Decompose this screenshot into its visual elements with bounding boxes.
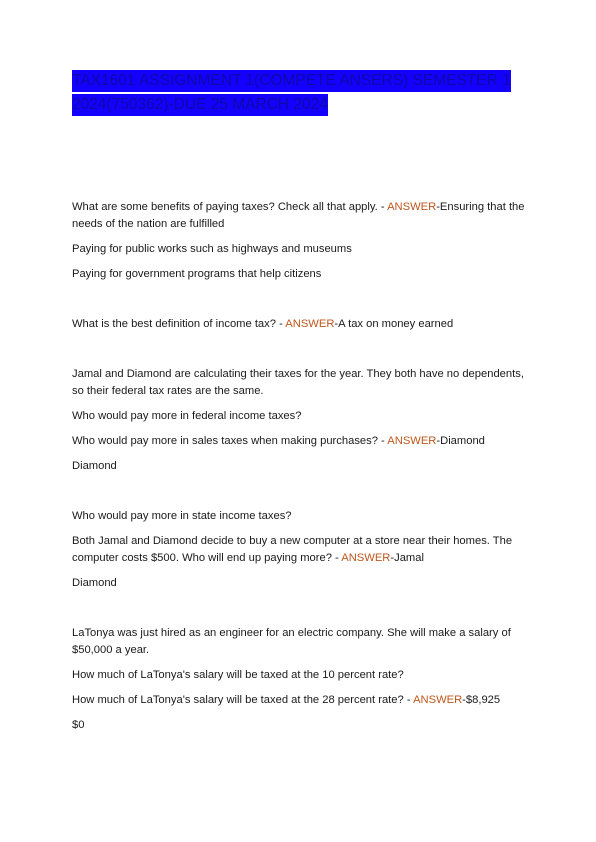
question-3-context: Jamal and Diamond are calculating their taxes for the year. They both have no dependents, so their federal tax rates are the same. <box>72 368 524 397</box>
question-1: What are some benefits of paying taxes? Check all that apply. - ANSWER-Ensuring that the needs of the nation are fulfilled <box>72 201 525 230</box>
question-5-sub: How much of LaTonya's salary will be taxed at the 10 percent rate? <box>72 669 404 681</box>
question-4-sub: Who would pay more in state income taxes? <box>72 510 292 522</box>
question-4: Both Jamal and Diamond decide to buy a new computer at a store near their homes. The computer costs $500. Who will end up paying more? - ANSWER-Jamal <box>72 535 513 564</box>
question-5-context: LaTonya was just hired as an engineer for an electric company. She will make a salary of $50,000 a year. <box>72 627 511 656</box>
title-line-2: 2024(750362)-DUE 25 MARCH 2024 <box>72 94 328 116</box>
answer-label: ANSWER <box>413 694 463 706</box>
answer-label: ANSWER <box>285 318 335 330</box>
question-1-option: Paying for government programs that help citizens <box>72 268 322 280</box>
answer-label: ANSWER <box>387 435 437 447</box>
question-1-option: Paying for public works such as highways and museums <box>72 243 352 255</box>
question-3-sub: Who would pay more in federal income taxes? <box>72 410 302 422</box>
question-3: Who would pay more in sales taxes when making purchases? - ANSWER-Diamond <box>72 435 485 447</box>
answer-label: ANSWER <box>387 201 437 213</box>
question-2: What is the best definition of income tax? - ANSWER-A tax on money earned <box>72 318 454 330</box>
question-5-answer-line: $0 <box>72 719 85 731</box>
title-line-1: TAX1601 ASSIGNMENT 1(COMPETE ANSERS) SEMESTER 1 <box>72 70 511 92</box>
question-3-answer-line: Diamond <box>72 460 117 472</box>
question-4-answer-line: Diamond <box>72 577 117 589</box>
document-title <box>72 70 532 118</box>
question-5: How much of LaTonya's salary will be taxed at the 28 percent rate? - ANSWER-$8,925 <box>72 694 501 706</box>
answer-label: ANSWER <box>341 552 391 564</box>
